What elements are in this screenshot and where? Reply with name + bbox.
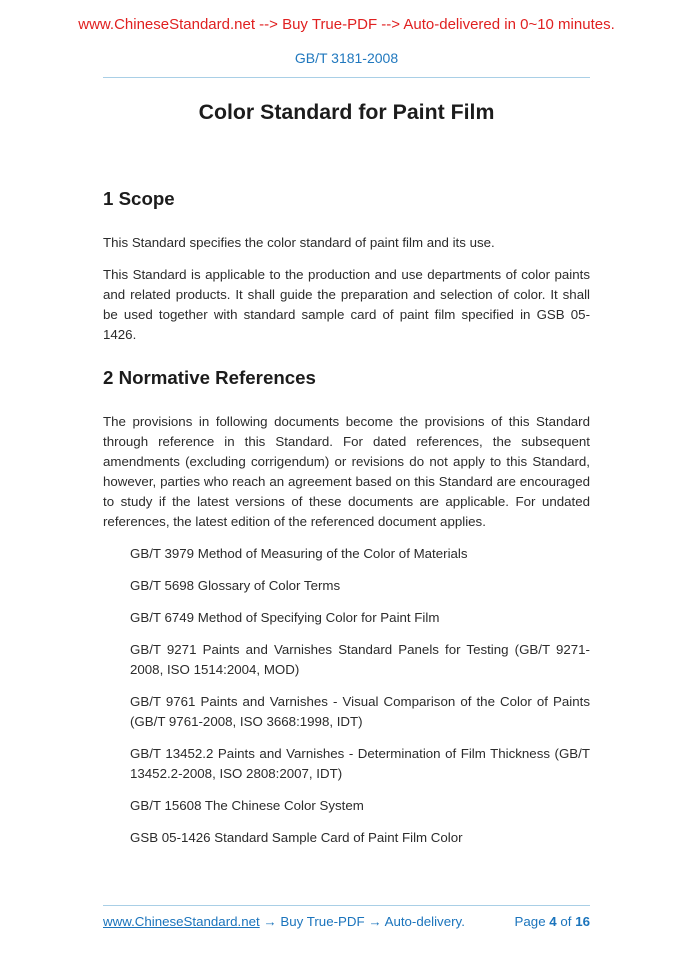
header-promo-text: www.ChineseStandard.net --> Buy True-PDF --> Auto-delivered in 0~10 minutes. — [78, 16, 615, 33]
reference-list — [103, 544, 590, 848]
document-title: Color Standard for Paint Film — [198, 100, 495, 124]
footer-promo-text: → Buy True-PDF → Auto-delivery. — [259, 914, 465, 929]
reference-item: GB/T 6749 Method of Specifying Color for Paint Film — [130, 610, 440, 625]
section-heading-normative-references: 2 Normative References — [103, 367, 316, 388]
footer-website-link[interactable]: www.ChineseStandard.net — [103, 914, 260, 929]
normative-references-paragraph: The provisions in following documents become the provisions of this Standard through reference in this Standard. For dated references, the subsequent amendments (excluding corrigendum) or revisions do not apply to this Standard, however, parties who reach an agreement based on this Standard are encouraged to study if the latest versions of these documents are applicable. For undated references, the latest edition of the referenced document applies. — [103, 414, 590, 529]
document-body — [103, 187, 590, 848]
scope-paragraph: This Standard specifies the color standard of paint film and its use. — [103, 235, 495, 250]
footer-promo — [103, 914, 465, 929]
scope-paragraph: This Standard is applicable to the production and use departments of color paints and related products. It shall guide the preparation and selection of color. It shall be used together with standard sample card of paint film specified in GSB 05-1426. — [103, 267, 590, 342]
page-total: 16 — [575, 914, 590, 929]
page-footer — [103, 905, 590, 929]
page-label: Page — [514, 914, 546, 929]
reference-item: GB/T 13452.2 Paints and Varnishes - Determination of Film Thickness (GB/T 13452.2-2008, ISO 2808:2007, IDT) — [130, 746, 590, 781]
reference-item: GB/T 3979 Method of Measuring of the Color of Materials — [130, 546, 468, 561]
reference-item: GB/T 15608 The Chinese Color System — [130, 798, 364, 813]
reference-item: GB/T 9761 Paints and Varnishes - Visual Comparison of the Color of Paints (GB/T 9761-2008, ISO 3668:1998, IDT) — [130, 694, 590, 729]
page-indicator — [515, 914, 590, 929]
of-label: of — [560, 914, 572, 929]
reference-item: GB/T 9271 Paints and Varnishes Standard Panels for Testing (GB/T 9271-2008, ISO 1514:2004, MOD) — [130, 642, 590, 677]
reference-item: GB/T 5698 Glossary of Color Terms — [130, 578, 341, 593]
header-divider — [103, 77, 590, 78]
reference-item: GSB 05-1426 Standard Sample Card of Paint Film Color — [130, 830, 463, 845]
page-current: 4 — [549, 914, 557, 929]
standard-number: GB/T 3181-2008 — [294, 50, 399, 66]
section-heading-scope: 1 Scope — [103, 188, 175, 209]
